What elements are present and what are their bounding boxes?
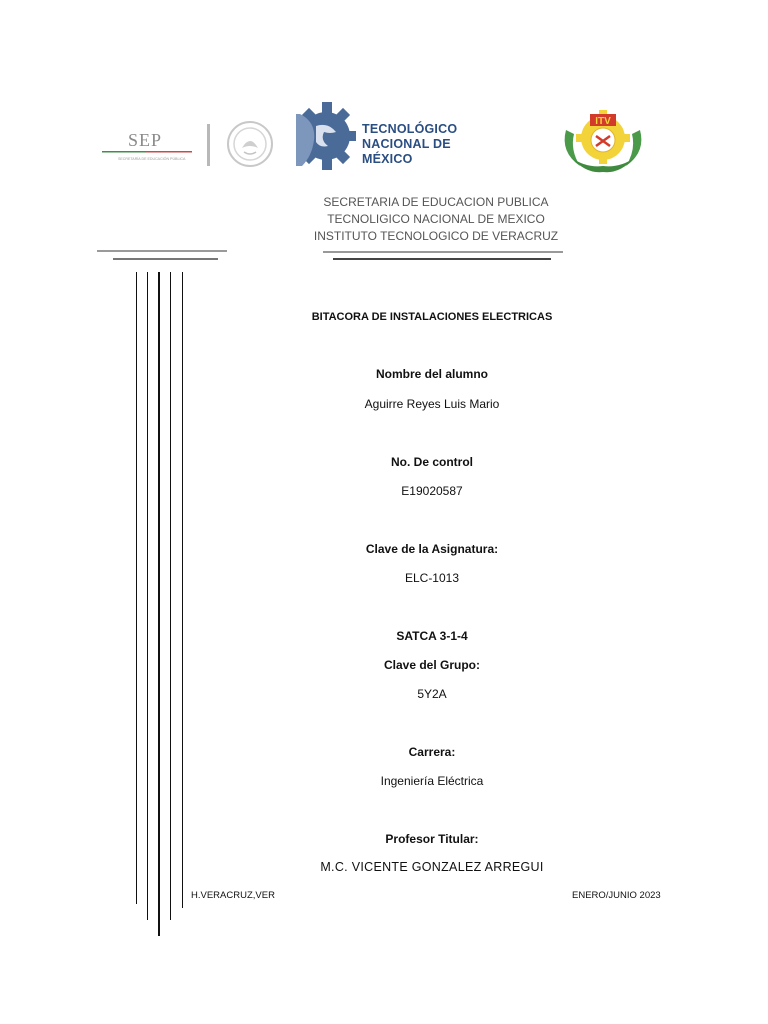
itv-logo [556, 100, 650, 176]
date-footer: ENERO/JUNIO 2023 [572, 890, 661, 901]
tecnm-wordmark [362, 122, 502, 167]
student-name-value: Aguirre Reyes Luis Mario [364, 397, 500, 411]
decorative-rule [113, 258, 218, 260]
decorative-rule [97, 250, 227, 252]
control-number-value: E19020587 [401, 484, 463, 498]
decorative-vertical-line [158, 272, 160, 936]
institution-header [300, 194, 572, 245]
sep-logo [100, 128, 200, 172]
sep-logo-subtext: SECRETARÍA DE EDUCACIÓN PÚBLICA [118, 157, 186, 161]
decorative-rule [323, 251, 563, 253]
decorative-vertical-line [170, 272, 171, 920]
sep-logo-text: SEP [128, 130, 163, 150]
logo-divider [207, 124, 210, 166]
subject-code-label: Clave de la Asignatura: [365, 542, 499, 556]
decorative-rule [333, 258, 551, 260]
place-footer: H.VERACRUZ,VER [191, 890, 275, 901]
group-code-value: 5Y2A [417, 687, 447, 701]
document-title: BITACORA DE INSTALACIONES ELECTRICAS [311, 311, 553, 323]
group-code-label: Clave del Grupo: [383, 658, 481, 672]
tecnm-line1: TECNOLÓGICO [362, 122, 458, 136]
institution-line-1: SECRETARIA DE EDUCACION PUBLICA [323, 195, 549, 209]
student-name-label: Nombre del alumno [375, 367, 488, 381]
career-value: Ingeniería Eléctrica [380, 774, 484, 788]
subject-code-value: ELC-1013 [404, 571, 460, 585]
decorative-vertical-line [136, 272, 137, 904]
institution-line-2: TECNOLIGICO NACIONAL DE MEXICO [327, 212, 545, 226]
decorative-vertical-line [182, 272, 183, 908]
satca-credits: SATCA 3-1-4 [396, 629, 468, 643]
professor-value: M.C. VICENTE GONZALEZ ARREGUI [320, 860, 544, 874]
itv-logo-text: ITV [595, 116, 611, 127]
decorative-vertical-line [147, 272, 148, 920]
professor-label: Profesor Titular: [385, 832, 479, 846]
tecnm-gear-icon [294, 96, 356, 176]
career-label: Carrera: [408, 745, 456, 759]
tecnm-line2: NACIONAL DE MÉXICO [362, 137, 451, 166]
mexico-seal-icon [226, 120, 274, 168]
institution-line-3: INSTITUTO TECNOLOGICO DE VERACRUZ [313, 229, 559, 243]
control-number-label: No. De control [390, 455, 473, 469]
